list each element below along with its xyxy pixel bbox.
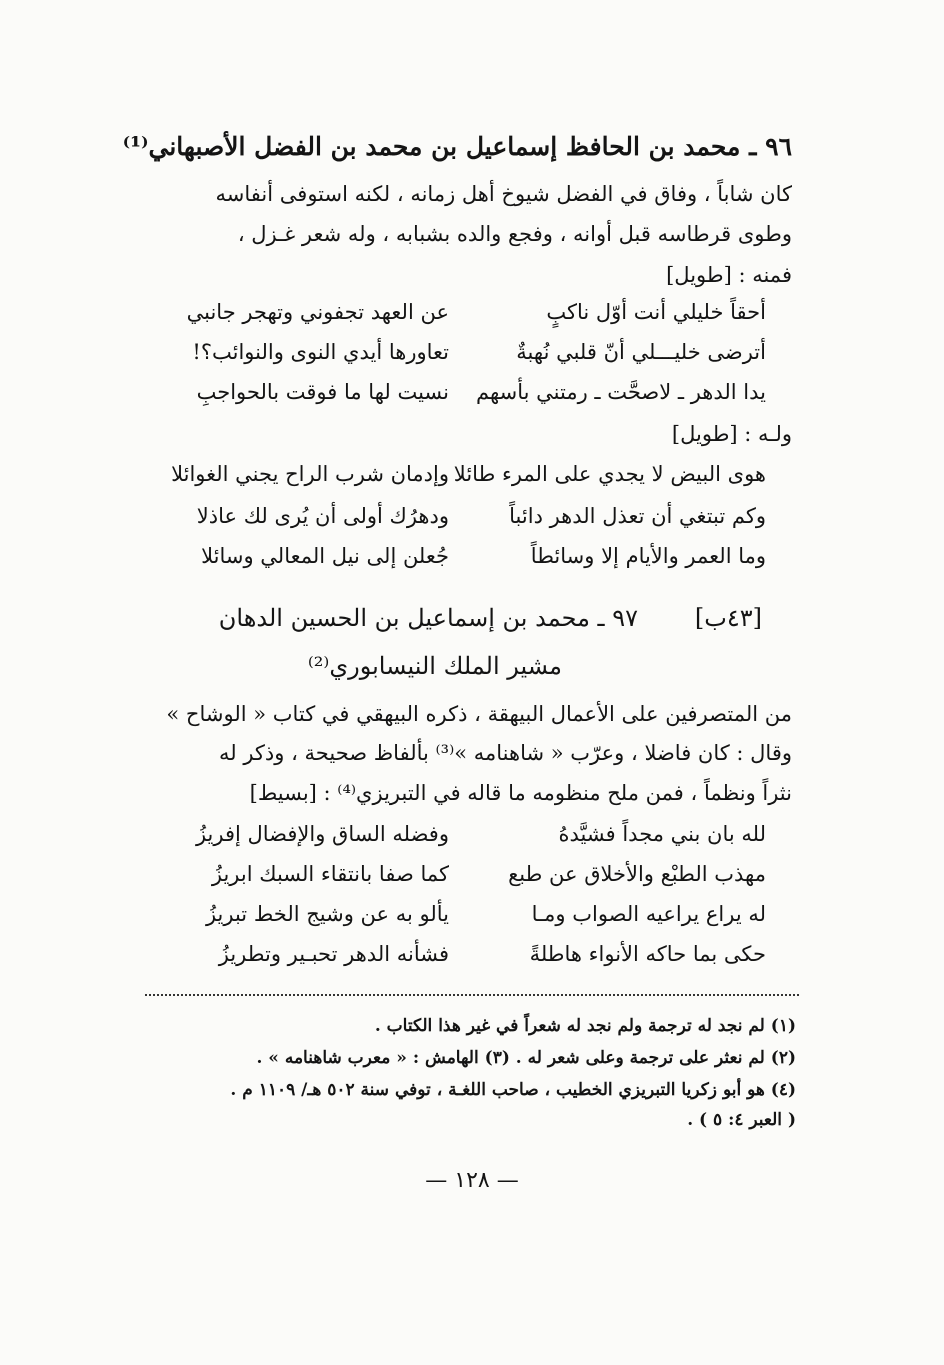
footnote-4-cont: ( العبر ٤: ٥ ) . <box>687 1110 796 1130</box>
verse-97-2-right: مهذب الطبْع والأخلاق عن طبع <box>508 862 766 886</box>
entry-96-heading: ٩٦ ـ محمد بن الحافظ إسماعيل بن محمد بن الفضل الأصبهاني⁽¹⁾ <box>122 132 792 161</box>
verse-96a-1-right: أحقاً خليلي أنت أوّل ناكبٍ <box>546 300 766 324</box>
verse-97-2-left: كما صفا بانتقاء السبك ابريزُ <box>211 862 449 886</box>
verse-97-4-left: فشأنه الدهر تحبـير وتطريزُ <box>218 942 449 966</box>
entry-97-line-3: نثراً ونظماً ، فمن ملح منظومه ما قاله في التبريزي⁽⁴⁾ : [بسيط] <box>249 781 792 805</box>
verse-97-3-right: له يراع يراعيه الصواب ومـا <box>531 902 766 926</box>
entry-97-heading-1: ٩٧ ـ محمد بن إسماعيل بن الحسين الدهان <box>218 604 638 632</box>
page-number: — ١٢٨ — <box>425 1168 519 1193</box>
verse-96b-1-right: هوى البيض لا يجدي على المرء طائلا <box>453 462 766 486</box>
entry-97-line-2: وقال : كان فاضلا ، وعرّب « شاهنامه »⁽³⁾ بألفاظ صحيحة ، وذكر له <box>219 741 792 765</box>
footnote-4: (٤) هو أبو زكريا التبريزي الخطيب ، صاحب اللغـة ، توفي سنة ٥٠٢ هـ/ ١١٠٩ م . <box>230 1080 796 1100</box>
verse-96a-3-left: نسيت لها ما فوقت بالحواجبِ <box>196 380 449 404</box>
entry-96-meter-label-2: ولـه : [طويل] <box>671 422 792 446</box>
verse-96a-1-left: عن العهد تجفوني وتهجر جانبي <box>186 300 449 324</box>
verse-96b-3-left: جُعلن إلى نيل المعالي وسائلا <box>201 544 449 568</box>
entry-97-line-1: من المتصرفين على الأعمال البيهقة ، ذكره البيهقي في كتاب « الوشاح » <box>166 702 792 726</box>
footnote-1: (١) لم نجد له ترجمة ولم نجد له شعراً في غير هذا الكتاب . <box>374 1016 796 1036</box>
verse-96b-1-left: وإدمان شرب الراح يجني الغوائلا <box>171 462 449 486</box>
verse-96b-3-right: وما العمر والأيام إلا وسائطاً <box>530 544 766 568</box>
entry-96-line-2: وطوى قرطاسه قبل أوانه ، وفجع والده بشبابه ، وله شعر غـزل ، <box>237 222 792 246</box>
verse-97-1-right: لله بان بني مجداً فشيَّدهُ <box>558 822 766 846</box>
verse-96b-2-left: ودهرُك أولى أن يُرى لك عاذلا <box>196 504 449 528</box>
footnote-separator <box>145 994 799 996</box>
verse-96a-3-right: يدا الدهر ـ لاصحَّت ـ رمتني بأسهم <box>475 380 766 404</box>
verse-97-4-right: حكى بما حاكه الأنواء هاطلةً <box>529 942 766 966</box>
verse-96a-2-left: تعاورها أيدي النوى والنوائب؟! <box>192 340 449 364</box>
footnote-2-3: (٢) لم نعثر على ترجمة وعلى شعر له . (٣) الهامش : « معرب شاهنامه » . <box>256 1048 796 1068</box>
verse-97-3-left: يألو به عن وشيج الخط تبريزُ <box>205 902 449 926</box>
entry-96-meter-label: فمنه : [طويل] <box>666 263 792 287</box>
verse-97-1-left: وفضله الساق والإفضال إفريزُ <box>195 822 449 846</box>
entry-97-heading-2: مشير الملك النيسابوري⁽²⁾ <box>307 652 562 680</box>
verse-96b-2-right: وكم تبتغي أن تعذل الدهر دائباً <box>509 504 766 528</box>
folio-marker: [٤٣ب] <box>694 604 762 632</box>
verse-96a-2-right: أترضى خليـــلي أنّ قلبي نُهبةٌ <box>516 340 766 364</box>
entry-96-line-1: كان شاباً ، وفاق في الفضل شيوخ أهل زمانه ، لكنه استوفى أنفاسه <box>215 182 792 206</box>
